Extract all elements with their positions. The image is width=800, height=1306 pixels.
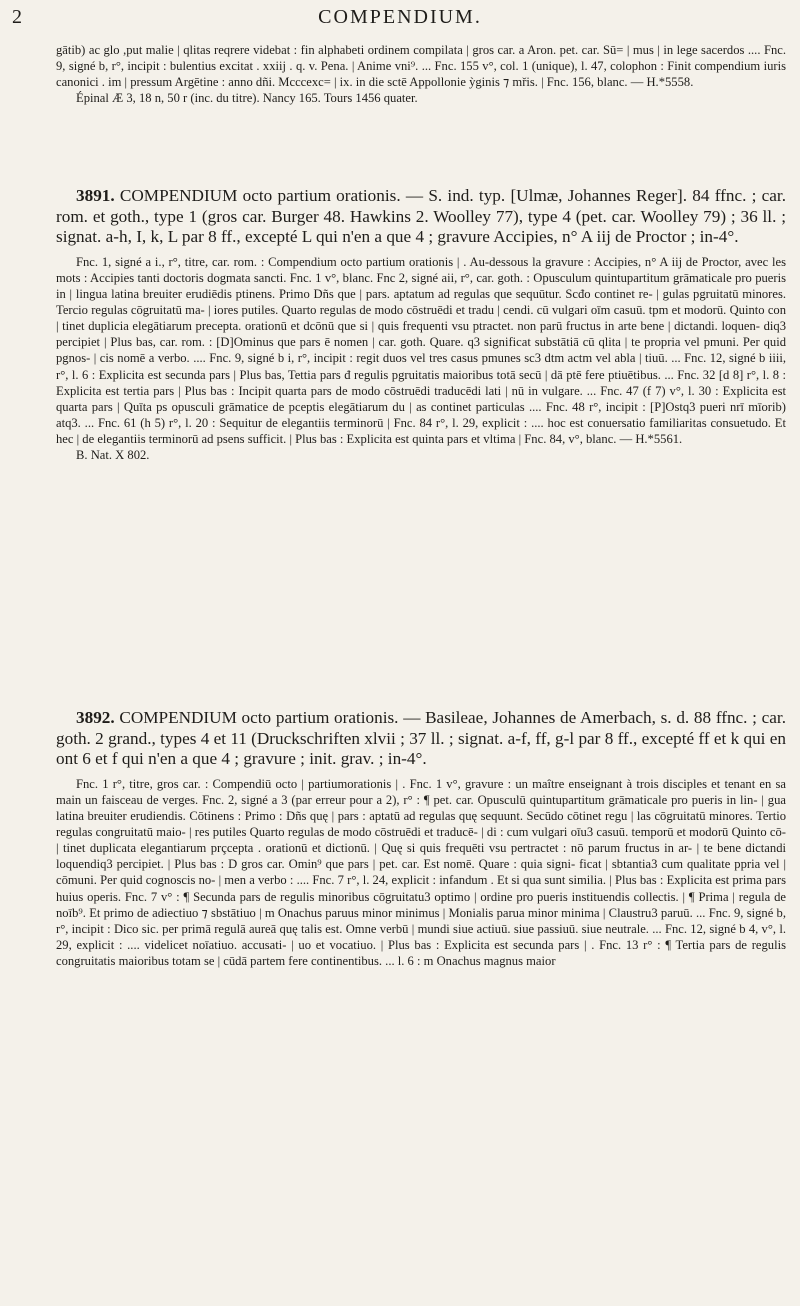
entry-heading-text: COMPENDIUM octo partium orationis. — Basileae, Johannes de Amerbach, s. d. 88 ffnc. ; car. goth. 2 grand., types 4 et 11 (Druckschriften xlvii ; 37 ll. ; signat. a-f, ff, g-l par 8 ff., excepté ff et k qui en ont 6 et f qui n'en a que 4 ; gravure ; init. grav. ; in-4°.	[56, 708, 787, 768]
entry-location: B. Nat. X 802.	[76, 448, 150, 463]
page-number: 2	[12, 6, 23, 28]
running-title: COMPENDIUM.	[318, 6, 482, 28]
entry-number: 3891.	[76, 186, 115, 205]
entry-heading-text: COMPENDIUM octo partium orationis. — S. ind. typ. [Ulmæ, Johannes Reger]. 84 ffnc. ; car. rom. et goth., type 1 (gros car. Burger 48. Hawkins 2. Woolley 77), type 4 (pet. car. Woolley 79) ; 36 ll. ; signat. a-h, I, k, L par 8 ff., excepté L qui n'en a que 4 ; gravure Accipies, n° A iij de Proctor ; in-4°.	[56, 186, 786, 246]
entry-description: Fnc. 1, signé a i., r°, titre, car. rom. : Compendium octo partium orationis | . Au-dessous la gravure : Accipies, n° A iij de Proctor, avec les mots : Accipies tanti doctoris dogmata sancti. Fnc. 1 v°, blanc. Fnc 2, signé aii, r°, car. goth. : Opusculum quintupartitum grāmaticale pro pueris in | lingua latina breuiter erudiēdis ptinens. Primo Dñs que | pars. aptatum ad regulas que sequūtur. Scđo continet re- | gulas pgruitatū minores. Tercio regulas cōgruitatū ma- | iores putiles. Quarto regulas de modo cōstruēdi et tradu | cendi. cū vulgari oīm casuū. tpm et modorū. Quinto con | tinet duplicia elegātiarum precepta. orationū et dcōnū que si | quis frequenti vsu ptractet. non parū fructus in arte bene | dictandi. loquen- diq3 percipiet | Plus bas, car. rom. : [D]Ominus que pars ē nomen | car. goth. Quare. q3 significat substātiā cū qlita | te propria vel pmuni. Per quid pgnos- | cis nomē a verbo. .... Fnc. 9, signé b i, r°, incipit : regit duos vel tres casus pmunes sc3 dtm actm vel abla | tiuū. ... Fnc. 12, signé b iiii, r°, l. 6 : Explicita est secunda pars | Plus bas, Tettia pars đ regulis pgruitatis maioribus totā secū | dā ptē fere ptiuētibus. ... Fnc. 32 [d 8] r°, l. 8 : Explicita est tertia pars | Plus bas : Incipit quarta pars de modo cōstruēdi traducēdi lati | nū in vulgare. ... Fnc. 47 (f 7) v°, l. 30 : Explicita est quarta pars | Quīta ps opusculi grāmatice de pceptis elegātiarum du | as continet particulas .... Fnc. 48 r°, incipit : [P]Ostq3 pueri nrī mīorib) atq3. ... Fnc. 61 (h 5) r°, l. 20 : Sequitur de elegantiis terminorū | Fnc. 84 r°, l. 29, explicit : .... hoc est conuersatio familiaritas consuetudo. Et hec | de elegantiis terminorū ad psens sufficit. | Plus bas : Explicita est quinta pars et vltima | Fnc. 84, v°, blanc. — H.*5561.	[56, 254, 786, 447]
entry-heading	[56, 708, 786, 770]
catalogue-entry	[56, 708, 786, 969]
catalogue-entry	[56, 186, 786, 464]
previous-entry-description: gātib) ac glo ,put malie | qlitas reqrere videbat : fin alphabeti ordinem compilata | gros car. a Aron. pet. car. Sū= | mus | in lege sacerdos .... Fnc. 9, signé b, r°, incipit : bulentius excitat . xxiij . q. v. Pena. | Anime vni⁹. ... Fnc. 155 v°, col. 1 (unique), l. 47, colophon : Finit compendium iuris canonici . im | pressum Argētine : anno dñi. Mcccexc= | ix. in die sctē Appollonie ỳginis ⁊ mřis. | Fnc. 156, blanc. — H.*5558.	[56, 43, 786, 90]
previous-entry-location: Épinal Æ 3, 18 n, 50 r (inc. du titre). Nancy 165. Tours 1456 quater.	[76, 91, 418, 106]
entry-number: 3892.	[76, 708, 115, 727]
entry-description: Fnc. 1 r°, titre, gros car. : Compendiū octo | partiumorationis | . Fnc. 1 v°, gravure : un maître enseignant à trois disciples et tenant en sa main un faisceau de verges. Fnc. 2, signé a 3 (par erreur pour a 2), r° : ¶ pet. car. Opusculū quintupartitum grāmaticale pro pueris in lin- | gua latina breuiter erudiendis. Cōtinens : Primo : Dñs quę | pars : aptatū ad regulas quę sequunt. Secūdo cōtinet regu | las cōgruitatū minores. Tertio regulas congruitatū maio- | res putiles Quarto regulas de modo cōstruēdi et traducē- | di : cum vulgari oīu3 casuū. temporū et modorū Quinto cō- | tinet duplicata elegantiarum prçcepta . orationū et dictionū. | Quę si quis frequēti vsu pertractet : nō parum fructus in ar- | te bene dictandi loquendiq3 percipiet. | Plus bas : D gros car. Omin⁹ que pars | pet. car. Est nomē. Quare : quia signi- ficat | sbtantia3 cum qualitate ppria vel | cōmuni. Per quid cognoscis no- | men a verbo : .... Fnc. 7 r°, l. 24, explicit : infandum . Et si qua sunt similia. | Plus bas : Explicita est prima pars huius operis. Fnc. 7 v° : ¶ Secunda pars de regulis minoribus cōgruitatu3 optimo | ordine pro pueris instituendis collectis. | ¶ Prima | regula de noīb⁹. Et primo de adiectiuo ⁊ sbstātiuo | m Onachus paruus minor minimus | Monialis parua minor minima | Claustru3 paruū. ... Fnc. 9, signé b, r°, incipit : Dico sic. per primā regulā aureā quę talis est. Omne verbū | mundi siue actiuū. siue passiuū. siue neutrale. ... Fnc. 12, signé b 4, v°, l. 29, explicit : .... videlicet noīatiuo. accusati- | uo et vocatiuo. | Plus bas : Explicita est secunda pars | . Fnc. 13 r° : ¶ Tertia pars de regulis congruitatis maioribus totam se | cūdā partem fere continentibus. ... l. 6 : m Onachus magnus maior	[56, 776, 786, 969]
previous-entry-continuation	[56, 42, 786, 107]
entry-heading	[56, 186, 786, 248]
